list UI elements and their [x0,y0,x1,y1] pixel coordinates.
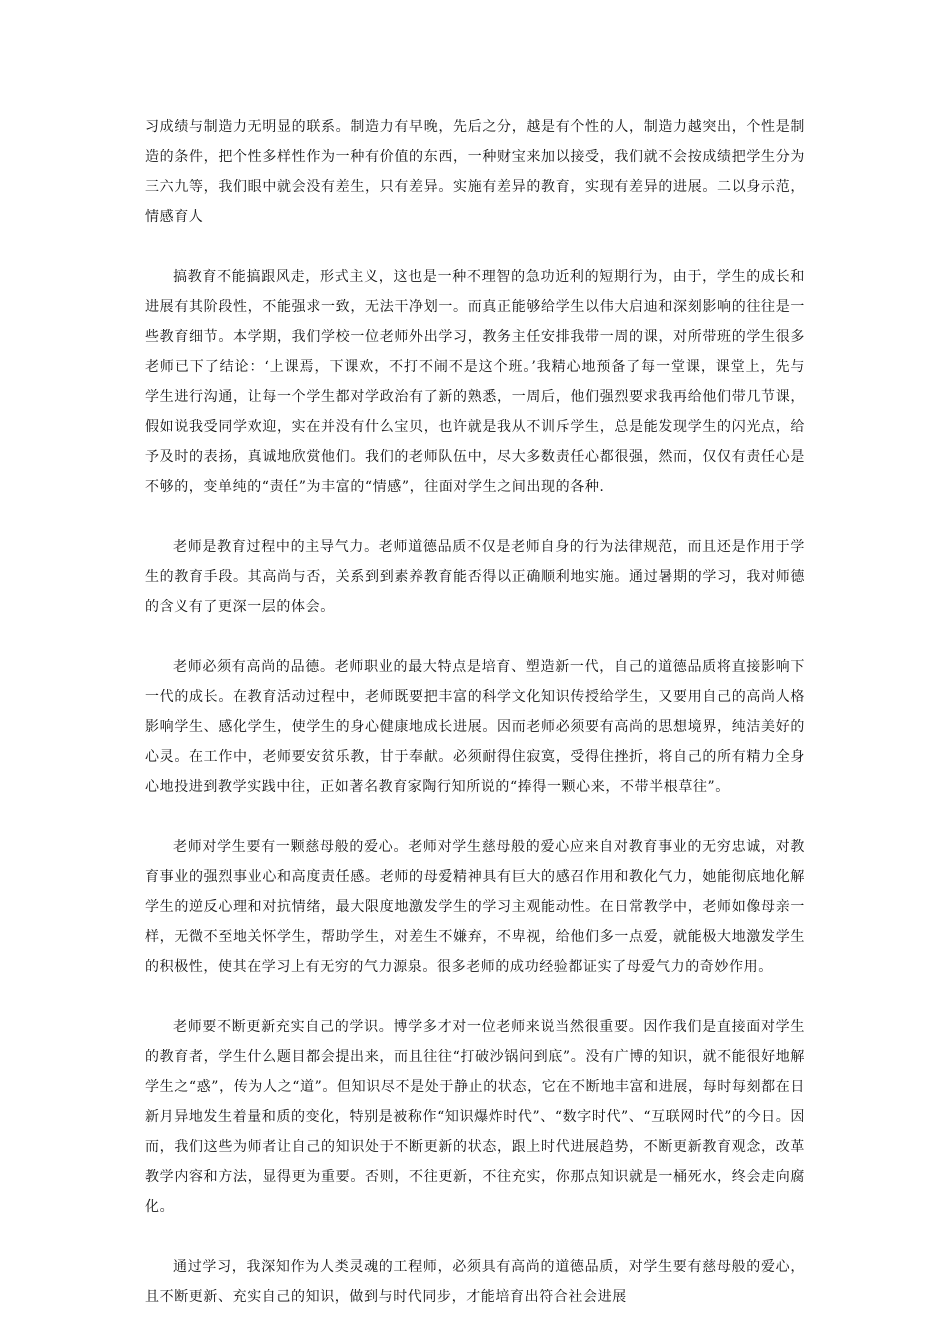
paragraph-conclusion: 通过学习，我深知作为人类灵魂的工程师，必须具有高尚的道德品质，对学生要有慈母般的爱心，且不断更新、充实自己的知识，做到与时代同步，才能培育出符合社会进展 [145,1259,805,1305]
paragraph-continuation: 习成绩与制造力无明显的联系。制造力有早晚，先后之分，越是有个性的人，制造力越突出，个性是制造的条件，把个性多样性作为一种有价值的东西，一种财宝来加以接受，我们就不会按成绩把学生分为三六九等，我们眼中就会没有差生，只有差异。实施有差异的教育，实现有差异的进展。二以身示范，情感育人 [145,119,805,225]
paragraph-update-knowledge: 老师要不断更新充实自己的学识。博学多才对一位老师来说当然很重要。因作我们是直接面对学生的教育者，学生什么题目都会提出来，而且往往“打破沙锅问到底”。没有广博的知识，就不能很好地解学生之“惑”，传为人之“道”。但知识尽不是处于静止的状态，它在不断地丰富和进展，每时每刻都在日新月异地发生着量和质的变化，特别是被称作“知识爆炸时代”、“数字时代”、“互联网时代”的今日。因而，我们这些为师者让自己的知识处于不断更新的状态，跟上时代进展趋势，不断更新教育观念，改革教学内容和方法，显得更为重要。否则，不往更新，不往充实，你那点知识就是一桶死水，终会走向腐化。 [145,1019,805,1215]
paragraph-teacher-leading-force: 老师是教育过程中的主导气力。老师道德品质不仅是老师自身的行为法律规范，而且还是作用于学生的教育手段。其高尚与否，关系到到素养教育能否得以正确顺利地实施。通过暑期的学习，我对师德的含义有了更深一层的体会。 [145,539,805,615]
paragraph-noble-character: 老师必须有高尚的品德。老师职业的最大特点是培育、塑造新一代，自己的道德品质将直接影响下一代的成长。在教育活动过程中，老师既要把丰富的科学文化知识传授给学生，又要用自己的高尚人格影响学生、感化学生，使学生的身心健康地成长进展。因而老师必须要有高尚的思想境界，纯洁美好的心灵。在工作中，老师要安贫乐教，甘于奉献。必须耐得住寂寞，受得住挫折，将自己的所有精力全身心地投进到教学实践中往，正如著名教育家陶行知所说的“捧得一颗心来，不带半根草往”。 [145,659,805,795]
document-page [145,112,805,1312]
paragraph-motherly-love: 老师对学生要有一颗慈母般的爱心。老师对学生慈母般的爱心应来自对教育事业的无穷忠诚，对教育事业的强烈事业心和高度责任感。老师的母爱精神具有巨大的感召作用和教化气力，她能彻底地化解学生的逆反心理和对抗情绪，最大限度地激发学生的学习主观能动性。在日常教学中，老师如像母亲一样，无微不至地关怀学生，帮助学生，对差生不嫌弃，不卑视，给他们多一点爱，就能极大地激发学生的积极性，使其在学习上有无穷的气力源泉。很多老师的成功经验都证实了母爱气力的奇妙作用。 [145,839,805,975]
paragraph-education-details: 搞教育不能搞跟风走，形式主义，这也是一种不理智的急功近利的短期行为，由于，学生的成长和进展有其阶段性，不能强求一致，无法干净划一。而真正能够给学生以伟大启迪和深刻影响的往往是一些教育细节。本学期，我们学校一位老师外出学习，教务主任安排我带一周的课，对所带班的学生很多老师已下了结论：‘上课焉，下课欢，不打不闹不是这个班。’我精心地预备了每一堂课，课堂上，先与学生进行沟通，让每一个学生都对学政治有了新的熟悉，一周后，他们强烈要求我再给他们带几节课，假如说我受同学欢迎，实在并没有什么宝贝，也许就是我从不训斥学生，总是能发现学生的闪光点，给予及时的表扬，真诚地欣赏他们。我们的老师队伍中，尽大多数责任心都很强，然而，仅仅有责任心是不够的，变单纯的“责任”为丰富的“情感”，往面对学生之间出现的各种. [145,269,805,495]
